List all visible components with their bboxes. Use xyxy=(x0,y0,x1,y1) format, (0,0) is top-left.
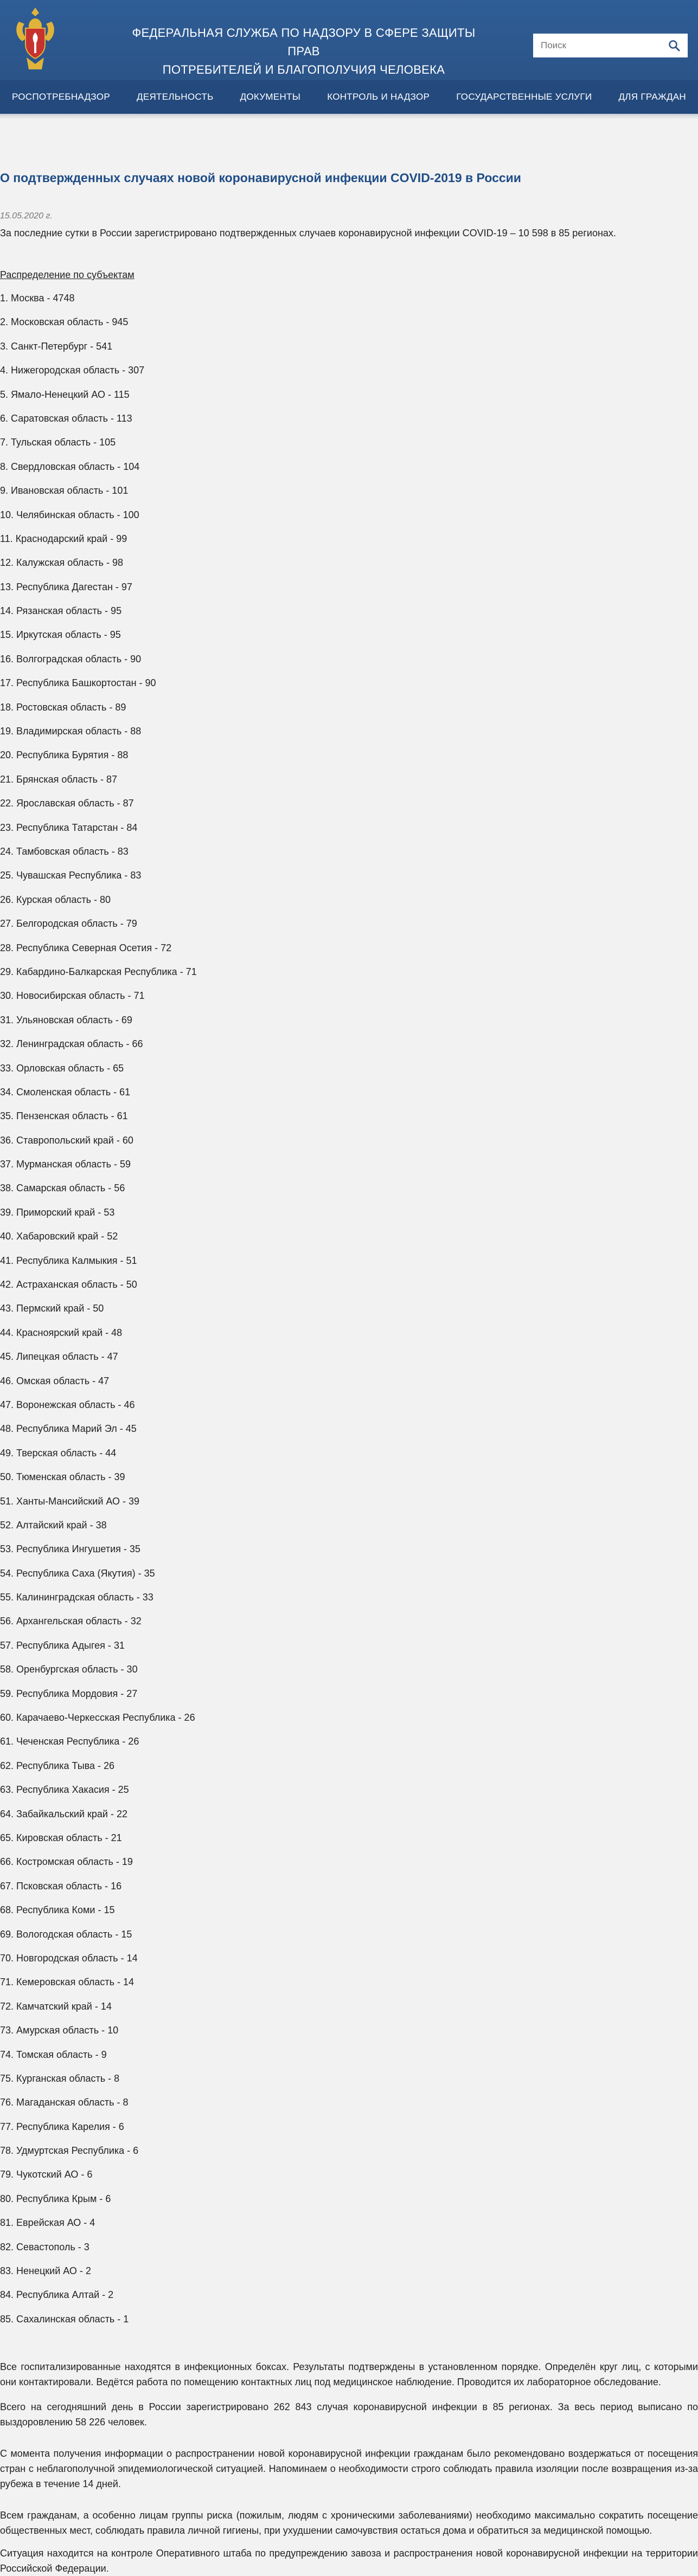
list-item: 19. Владимирская область - 88 xyxy=(0,726,142,737)
list-item: 74. Томская область - 9 xyxy=(0,2049,107,2060)
list-item: 62. Республика Тыва - 26 xyxy=(0,1760,115,1771)
nav-item-rospotrebnadzor[interactable]: РОСПОТРЕБНАДЗОР xyxy=(12,92,110,102)
list-item: 72. Камчатский край - 14 xyxy=(0,2000,112,2012)
list-item: 8. Свердловская область - 104 xyxy=(0,461,140,472)
list-item: 79. Чукотский АО - 6 xyxy=(0,2169,93,2180)
list-item: 51. Ханты-Мансийский АО - 39 xyxy=(0,1495,140,1507)
list-item: 14. Рязанская область - 95 xyxy=(0,605,122,617)
list-item: 18. Ростовская область - 89 xyxy=(0,701,126,713)
paragraph-hospitalized: Все госпитализированные находятся в инфекционных боксах. Результаты подтверждены в установленном порядке. Определён круг лиц, с которыми они контактировали. Ведётся работа по помещению контактных лиц под медицинское наблюдение. Проводится их лабораторное обследование. xyxy=(0,2361,698,2388)
list-item: 23. Республика Татарстан - 84 xyxy=(0,822,138,833)
list-item: 4. Нижегородская область - 307 xyxy=(0,365,145,376)
list-item: 60. Карачаево-Черкесская Республика - 26 xyxy=(0,1712,195,1723)
list-item: 85. Сахалинская область - 1 xyxy=(0,2313,129,2325)
list-item: 45. Липецкая область - 47 xyxy=(0,1351,118,1363)
list-item: 26. Курская область - 80 xyxy=(0,894,111,905)
intro-text: За последние сутки в России зарегистрировано подтвержденных случаев коронавирусной инфекции COVID-19 – 10 598 в 85 регионах. xyxy=(0,228,616,238)
list-item: 61. Чеченская Республика - 26 xyxy=(0,1736,139,1747)
list-item: 9. Ивановская область - 101 xyxy=(0,485,129,496)
site-title-line-2: ПОТРЕБИТЕЛЕЙ И БЛАГОПОЛУЧИЯ ЧЕЛОВЕКА xyxy=(162,63,445,76)
list-item: 68. Республика Коми - 15 xyxy=(0,1904,115,1916)
list-item: 29. Кабардино-Балкарская Республика - 71 xyxy=(0,966,197,977)
list-item: 64. Забайкальский край - 22 xyxy=(0,1808,127,1819)
list-item: 2. Московская область - 945 xyxy=(0,317,129,328)
list-item: 46. Омская область - 47 xyxy=(0,1375,110,1386)
list-item: 41. Республика Калмыкия - 51 xyxy=(0,1255,137,1266)
nav-item-control[interactable]: КОНТРОЛЬ И НАДЗОР xyxy=(327,92,430,102)
list-item: 33. Орловская область - 65 xyxy=(0,1062,124,1074)
list-item: 81. Еврейская АО - 4 xyxy=(0,2217,95,2229)
search-box xyxy=(533,34,688,57)
list-item: 55. Калининградская область - 33 xyxy=(0,1592,153,1603)
list-item: 6. Саратовская область - 113 xyxy=(0,412,132,424)
list-item: 52. Алтайский край - 38 xyxy=(0,1519,107,1531)
list-item: 17. Республика Башкортостан - 90 xyxy=(0,677,156,689)
site-title xyxy=(125,24,483,79)
list-item: 21. Брянская область - 87 xyxy=(0,773,118,785)
list-item: 3. Санкт-Петербург - 541 xyxy=(0,340,113,352)
list-item: 34. Смоленская область - 61 xyxy=(0,1086,131,1097)
list-item: 78. Удмуртская Республика - 6 xyxy=(0,2145,139,2157)
list-item: 20. Республика Бурятия - 88 xyxy=(0,750,129,761)
list-item: 24. Тамбовская область - 83 xyxy=(0,845,129,857)
paragraph-situation: Ситуация находится на контроле Оперативного штаба по предупреждению завоза и распространения новой коронавирусной инфекции на территории Российской Федерации. xyxy=(0,2548,698,2574)
search-icon[interactable] xyxy=(667,38,681,53)
list-item: 39. Приморский край - 53 xyxy=(0,1206,115,1218)
list-item: 1. Москва - 4748 xyxy=(0,293,75,304)
list-item: 27. Белгородская область - 79 xyxy=(0,918,137,929)
list-item: 12. Калужская область - 98 xyxy=(0,557,123,569)
region-list xyxy=(0,286,698,2331)
list-item: 83. Ненецкий АО - 2 xyxy=(0,2265,91,2277)
list-item: 38. Самарская область - 56 xyxy=(0,1183,125,1194)
article xyxy=(0,171,698,2576)
list-item: 65. Кировская область - 21 xyxy=(0,1832,122,1843)
list-item: 44. Красноярский край - 48 xyxy=(0,1327,123,1338)
list-item: 76. Магаданская область - 8 xyxy=(0,2097,129,2108)
list-item: 73. Амурская область - 10 xyxy=(0,2025,119,2036)
list-item: 49. Тверская область - 44 xyxy=(0,1447,117,1458)
list-item: 80. Республика Крым - 6 xyxy=(0,2193,111,2204)
nav-item-activity[interactable]: ДЕЯТЕЛЬНОСТЬ xyxy=(137,92,214,102)
list-item: 30. Новосибирская область - 71 xyxy=(0,990,145,1002)
list-item: 22. Ярославская область - 87 xyxy=(0,798,134,809)
list-item: 28. Республика Северная Осетия - 72 xyxy=(0,942,172,953)
page-title: О подтвержденных случаях новой коронавирусной инфекции COVID-2019 в России xyxy=(0,171,521,185)
paragraph-risk-group: Всем гражданам, а особенно лицам группы риска (пожилым, людям с хроническими заболеваниями) необходимо максимально сократить посещение общественных мест, соблюдать правила личной гигиены, при ухудшении самочувствия остаться дома и обратиться за медицинской помощью. xyxy=(0,2510,698,2536)
list-item: 77. Республика Карелия - 6 xyxy=(0,2121,124,2132)
list-item: 63. Республика Хакасия - 25 xyxy=(0,1784,129,1796)
list-item: 58. Оренбургская область - 30 xyxy=(0,1664,138,1675)
list-item: 67. Псковская область - 16 xyxy=(0,1880,122,1891)
list-item: 36. Ставропольский край - 60 xyxy=(0,1134,133,1146)
list-item: 53. Республика Ингушетия - 35 xyxy=(0,1544,140,1555)
list-item: 56. Архангельская область - 32 xyxy=(0,1616,142,1627)
search-input[interactable] xyxy=(540,40,667,51)
main-nav xyxy=(0,80,698,114)
paragraph-total: Всего на сегодняшний день в России зарегистрировано 262 843 случая коронавирусной инфекции в 85 регионах. За весь период выписано по выздоровлению 58 226 человек. xyxy=(0,2401,698,2428)
list-item: 47. Воронежская область - 46 xyxy=(0,1399,135,1410)
list-item: 40. Хабаровский край - 52 xyxy=(0,1231,118,1242)
list-item: 13. Республика Дагестан - 97 xyxy=(0,581,132,592)
nav-item-citizens[interactable]: ДЛЯ ГРАЖДАН xyxy=(618,92,686,102)
nav-divider xyxy=(0,114,698,119)
list-item: 37. Мурманская область - 59 xyxy=(0,1159,131,1170)
list-item: 42. Астраханская область - 50 xyxy=(0,1279,137,1290)
list-item: 82. Севастополь - 3 xyxy=(0,2241,89,2252)
list-item: 66. Костромская область - 19 xyxy=(0,1856,133,1868)
nav-item-services[interactable]: ГОСУДАРСТВЕННЫЕ УСЛУГИ xyxy=(456,92,592,102)
site-header xyxy=(0,0,698,80)
publication-date: 15.05.2020 г. xyxy=(0,211,53,221)
coat-of-arms-icon[interactable] xyxy=(14,5,57,73)
list-item: 75. Курганская область - 8 xyxy=(0,2073,120,2084)
list-item: 11. Краснодарский край - 99 xyxy=(0,533,127,544)
list-item: 32. Ленинградская область - 66 xyxy=(0,1038,143,1050)
list-item: 70. Новгородская область - 14 xyxy=(0,1952,138,1964)
list-item: 25. Чувашская Республика - 83 xyxy=(0,870,142,881)
list-item: 84. Республика Алтай - 2 xyxy=(0,2289,114,2301)
list-item: 57. Республика Адыгея - 31 xyxy=(0,1639,125,1651)
distribution-heading: Распределение по субъектам xyxy=(0,269,135,280)
list-item: 50. Тюменская область - 39 xyxy=(0,1471,125,1483)
list-item: 71. Кемеровская область - 14 xyxy=(0,1977,134,1988)
list-item: 7. Тульская область - 105 xyxy=(0,437,116,448)
list-item: 15. Иркутская область - 95 xyxy=(0,629,121,641)
list-item: 5. Ямало-Ненецкий АО - 115 xyxy=(0,389,130,400)
nav-item-documents[interactable]: ДОКУМЕНТЫ xyxy=(240,92,301,102)
site-title-line-1: ФЕДЕРАЛЬНАЯ СЛУЖБА ПО НАДЗОРУ В СФЕРЕ ЗАЩИТЫ ПРАВ xyxy=(132,26,476,58)
list-item: 16. Волгоградская область - 90 xyxy=(0,653,142,664)
list-item: 10. Челябинская область - 100 xyxy=(0,509,139,520)
list-item: 54. Республика Саха (Якутия) - 35 xyxy=(0,1567,155,1579)
list-item: 48. Республика Марий Эл - 45 xyxy=(0,1423,137,1435)
list-item: 43. Пермский край - 50 xyxy=(0,1303,104,1314)
paragraph-recommendation: С момента получения информации о распространении новой коронавирусной инфекции гражданам было рекомендовано воздержаться от посещения стран с неблагополучной эпидемиологической ситуацией. Напоминаем о необходимости строго соблюдать правила изоляции после возвращения из-за рубежа в течение 14 дней. xyxy=(0,2448,698,2490)
list-item: 59. Республика Мордовия - 27 xyxy=(0,1688,138,1699)
list-item: 69. Вологодская область - 15 xyxy=(0,1928,132,1940)
list-item: 31. Ульяновская область - 69 xyxy=(0,1014,132,1025)
list-item: 35. Пензенская область - 61 xyxy=(0,1111,128,1122)
